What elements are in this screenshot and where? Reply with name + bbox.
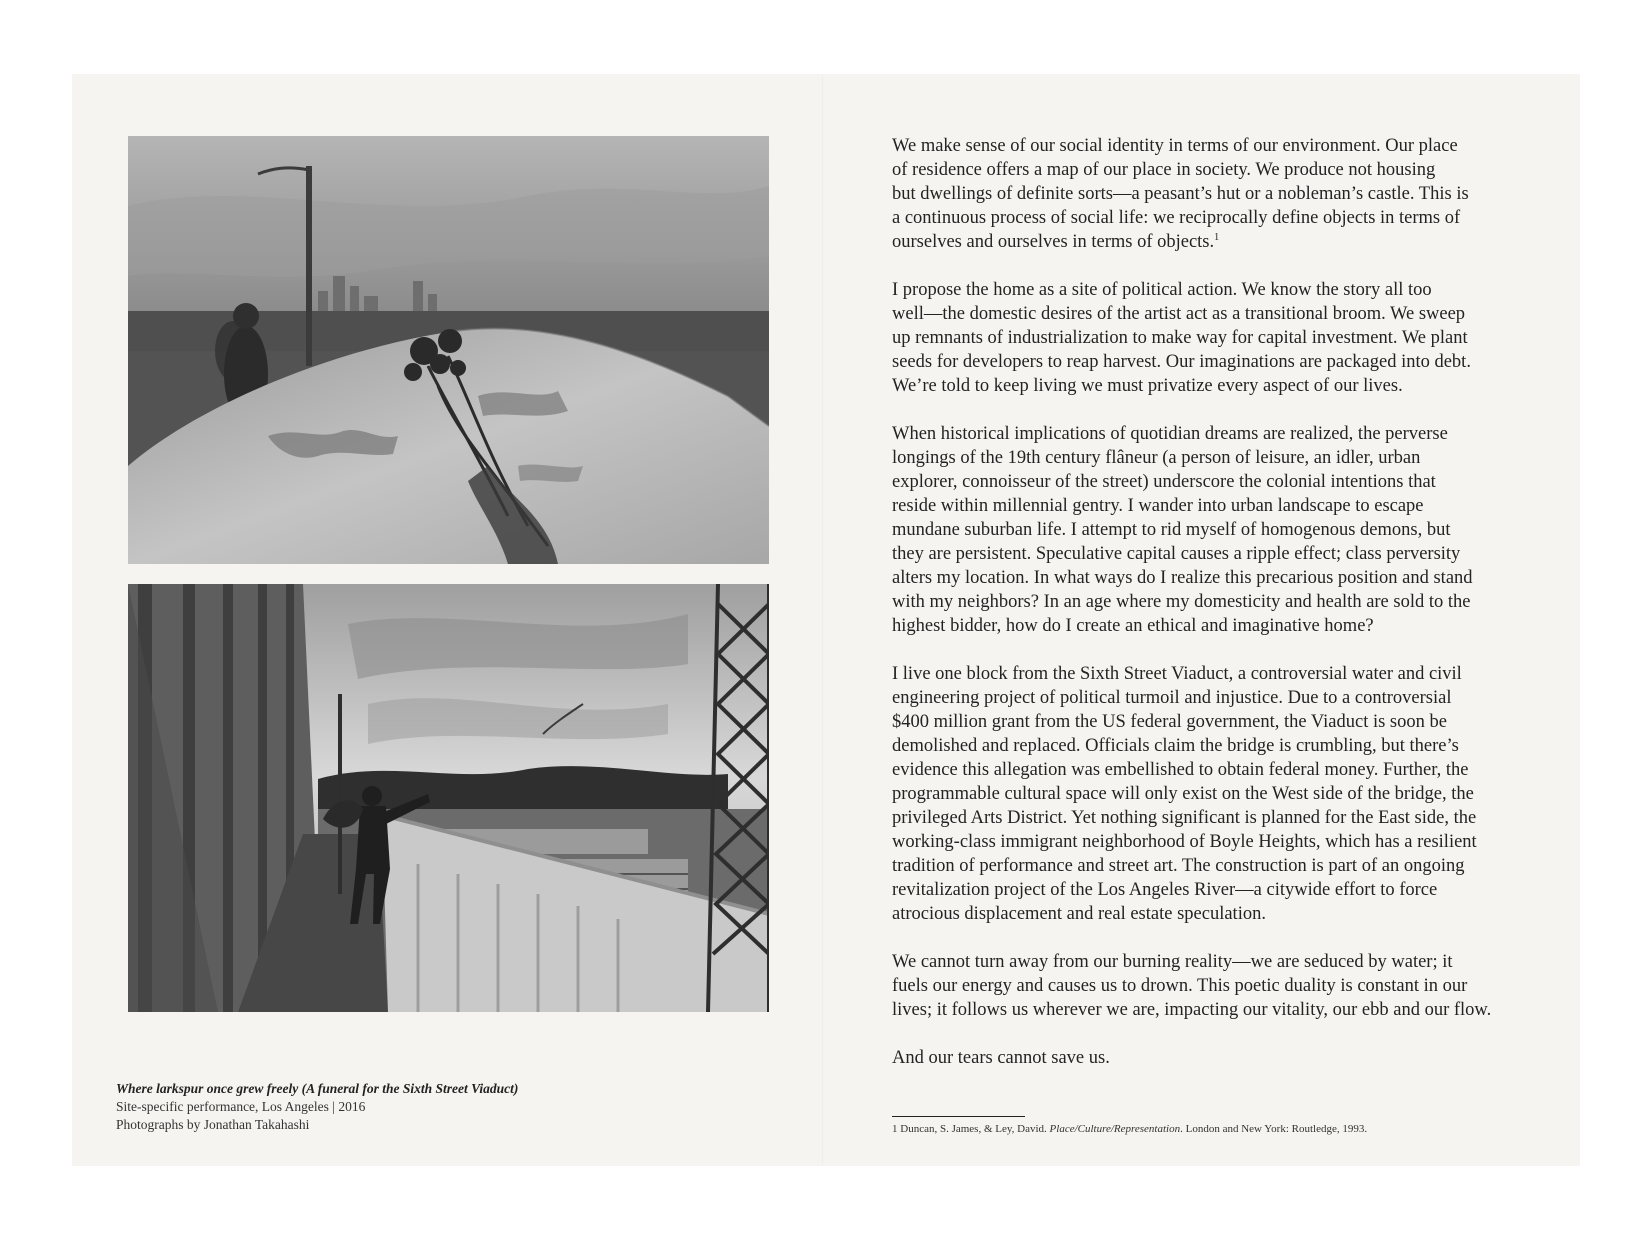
paragraph-flaneur: When historical implications of quotidian dreams are realized, the perverse longings of the 19th century flâneur (a person of leisure, an idler, urban explorer, connoisseur of the street) underscore the colonial intentions that reside within millennial gentry. I wander into urban landscape to escape mundane suburban life. I attempt to rid myself of homogenous demons, but they are persistent. Speculative capital causes a ripple effect; class perversity alters my location. In what ways do I realize this precarious position and stand with my neighbors? In an age where my domesticity and health are sold to the highest bidder, how do I create an ethical and imaginative home?	[892, 424, 1473, 636]
footnote-reference: 1	[1214, 231, 1220, 243]
page-gutter	[822, 74, 823, 1166]
caption-title: Where larkspur once grew freely (A funeral for the Sixth Street Viaduct)	[116, 1081, 519, 1096]
essay-text	[892, 134, 1532, 1070]
paragraph-political-action: I propose the home as a site of political action. We know the story all too well—the domestic desires of the artist act as a transitional broom. We sweep up remnants of industrialization to make way for capital investment. We plant seeds for developers to reap harvest. Our imaginations are packaged into debt. We’re told to keep living we must privatize every aspect of our lives.	[892, 280, 1471, 396]
footnote-work-title: Place/Culture/Representation	[1049, 1123, 1181, 1135]
paragraph-social-identity: We make sense of our social identity in terms of our environment. Our place of residence offers a map of our place in society. We produce not housing but dwellings of definite sorts—a peasant’s hut or a nobleman’s castle. This is a continuous process of social life: we reciprocally define objects in terms of ourselves and ourselves in terms of objects.$^1$	[892, 136, 1469, 252]
bridge-railing-flowers-icon	[128, 136, 769, 564]
photo-bridge-railing	[128, 136, 769, 564]
paragraph-closing: And our tears cannot save us.	[892, 1048, 1110, 1068]
document-spread	[72, 74, 1580, 1166]
footnote: 1 Duncan, S. James, & Ley, David. Place/Culture/Representation. London and New York: Routledge, 1993.	[892, 1123, 1368, 1135]
photo-caption	[116, 1080, 518, 1134]
caption-credit: Photographs by Jonathan Takahashi	[116, 1117, 310, 1132]
caption-details: Site-specific performance, Los Angeles | 2016	[116, 1099, 366, 1114]
photo-bridge-performer	[128, 584, 769, 1012]
paragraph-sixth-street-viaduct: I live one block from the Sixth Street Viaduct, a controversial water and civil engineering project of political turmoil and injustice. Due to a controversial $400 million grant from the US federal government, the Viaduct is soon be demolished and replaced. Officials claim the bridge is crumbling, but there’s evidence this allegation was embellished to obtain federal money. Further, the programmable cultural space will only exist on the West side of the bridge, the privileged Arts District. Yet nothing significant is planned for the East side, the working-class immigrant neighborhood of Boyle Heights, which has a resilient tradition of performance and street art. The construction is part of an ongoing revitalization project of the Los Angeles River—a citywide effort to force atrocious displacement and real estate speculation.	[892, 664, 1477, 924]
paragraph-burning-reality: We cannot turn away from our burning reality—we are seduced by water; it fuels our energy and causes us to drown. This poetic duality is constant in our lives; it follows us wherever we are, impacting our vitality, our ebb and our flow.	[892, 952, 1492, 1020]
footnote-divider	[892, 1116, 1025, 1117]
bridge-walkway-performer-icon	[128, 584, 769, 1012]
